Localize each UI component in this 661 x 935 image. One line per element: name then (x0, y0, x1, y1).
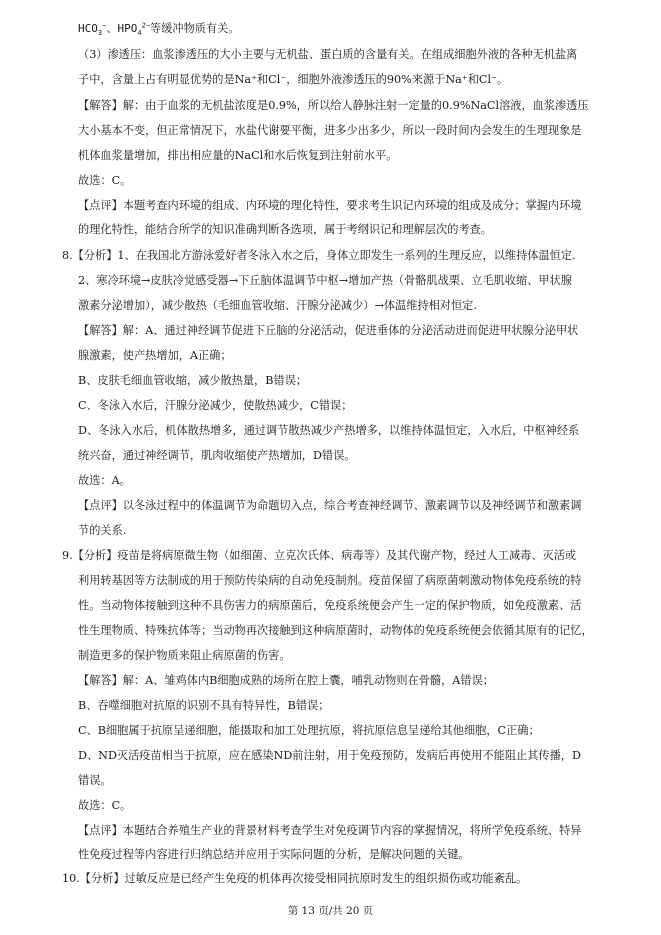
text-line-7: 【点评】本题考查内环境的组成、内环境的理化特性，要求考生识记内环境的组成及成分；掌握内环境 (78, 199, 582, 212)
page-footer: 第 13 页/共 20 页 (287, 905, 374, 917)
text-line-10: 2、寒冷环境→皮肤冷觉感受器→下丘脑体温调节中枢→增加产热（骨骼肌战栗、立毛肌收缩、甲状腺 (78, 274, 572, 287)
text-line-31: 故选：C。 (78, 799, 132, 812)
text-line-5: 机体血浆量增加，排出相应量的NaCl和水后恢复到注射前水平。 (78, 149, 398, 162)
text-line-16: D、冬泳入水后，机体散热增多，通过调节散热减少产热增多，以维持体温恒定，入水后，中枢神经系 (78, 424, 580, 437)
text-line-33: 性免疫过程等内容进行归纳总结并应用于实际问题的分析，是解决问题的关键。 (78, 848, 470, 861)
text-line-9: 8.【分析】1、在我国北方游泳爱好者冬泳入水之后，身体立即发生一系列的生理反应，以维持体温恒定. (62, 249, 576, 262)
hpo4-formula: $HPO_4^{2-}$ (117, 21, 151, 38)
formula-line: $HCO_3^-$、$HPO_4^{2-}$等缓冲物质有关。 (78, 21, 240, 38)
text-line-27: B、吞噬细胞对抗原的识别不具有特异性，B错误； (78, 699, 330, 712)
text-line-8: 的理化特性，能结合所学的知识准确判断各选项，属于考纲识记和理解层次的考查。 (78, 223, 492, 236)
text-line-14: B、皮肤毛细血管收缩，减少散热量，B错误； (78, 374, 308, 387)
text-line-28: C、B细胞属于抗原呈递细胞，能摄取和加工处理抗原，将抗原信息呈递给其他细胞，C正确； (78, 724, 540, 737)
text-line-23: 性。当动物体接触到这种不具伤害力的病原菌后，免疫系统便会产生一定的保护物质，如免疫激素、活 (78, 599, 582, 612)
text-line-13: 腺激素，使产热增加，A正确； (78, 349, 232, 362)
text-line-29: D、ND灭活疫苗相当于抗原，应在感染ND前注射，用于免疫预防，发病后再使用不能阻止其传播，D (78, 749, 581, 762)
text-line-2: 子中，含量上占有明显优势的是Na⁺和Cl⁻，细胞外液渗透压的90%来源于Na⁺和Cl⁻。 (78, 73, 509, 86)
text-line-4: 大小基本不变，但正常情况下，水盐代谢要平衡，进多少出多少，所以一段时间内会发生的生理现象是 (78, 124, 582, 137)
text-line-26: 【解答】解：A、雏鸡体内B细胞成熟的场所在腔上囊，哺乳动物则在骨髓，A错误； (78, 674, 494, 687)
text-line-32: 【点评】本题结合养殖生产业的背景材料考查学生对免疫调节内容的掌握情况，将所学免疫系统、特异 (78, 824, 582, 837)
text-line-22: 利用转基因等方法制成的用于预防传染病的自动免疫制剂。疫苗保留了病原菌刺激动物体免疫系统的特 (78, 574, 582, 587)
hco3-formula: $HCO_3^-$ (78, 21, 107, 38)
text-line-1: （3）渗透压：血浆渗透压的大小主要与无机盐、蛋白质的含量有关。在组成细胞外液的各种无机盐离 (78, 48, 578, 61)
text-line-3: 【解答】解：由于血浆的无机盐浓度是0.9%，所以给人静脉注射一定量的0.9%NaCl溶液，血浆渗透压 (78, 99, 589, 112)
text-line-11: 激素分泌增加），减少散热（毛细血管收缩、汗腺分泌减少）→体温维持相对恒定. (78, 299, 477, 312)
text-line-25: 制造更多的保护物质来阻止病原菌的伤害。 (78, 649, 291, 662)
text-line-34: 10.【分析】过敏反应是已经产生免疫的机体再次接受相同抗原时发生的组织损伤或功能紊乱。 (62, 872, 528, 885)
text-line-20: 节的关系. (78, 524, 127, 537)
text-line-12: 【解答】解：A、通过神经调节促进下丘脑的分泌活动，促进垂体的分泌活动进而促进甲状腺分泌甲状 (78, 324, 579, 337)
text-line-6: 故选：C。 (78, 174, 132, 187)
text-line-30: 错误。 (78, 774, 112, 787)
text-line-21: 9.【分析】疫苗是将病原微生物（如细菌、立克次氏体、病毒等）及其代谢产物，经过人工减毒、灭活或 (62, 549, 577, 562)
text-line-24: 性生理物质、特殊抗体等；当动物再次接触到这种病原菌时，动物体的免疫系统便会依循其原有的记忆， (78, 624, 593, 637)
text-line-15: C、冬泳入水后，汗腺分泌减少，使散热减少，C错误； (78, 399, 353, 412)
text-line-18: 故选：A。 (78, 474, 131, 487)
text-line-17: 统兴奋，通过神经调节，肌肉收缩使产热增加，D错误。 (78, 449, 356, 462)
text-line-0: 等缓冲物质有关。 (150, 22, 240, 35)
text-line-19: 【点评】以冬泳过程中的体温调节为命题切入点，综合考查神经调节、激素调节以及神经调节和激素调 (78, 499, 582, 512)
